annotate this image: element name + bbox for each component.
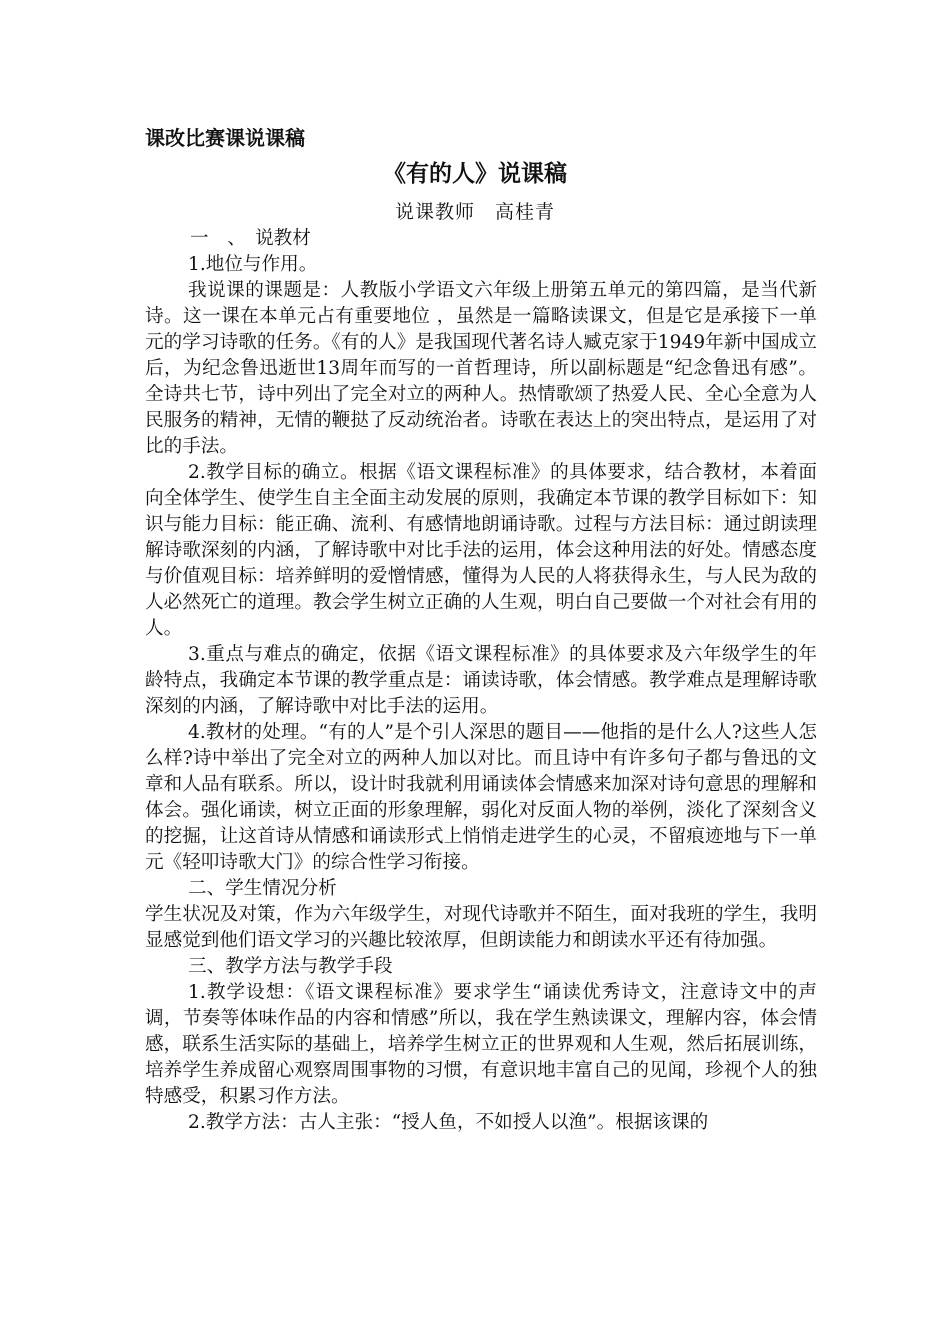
paragraph: 3.重点与难点的确定，依据《语文课程标准》的具体要求及六年级学生的年龄特点，我确定本节课的教学重点是：诵读诗歌，体会情感。教学难点是理解诗歌深刻的内涵，了解诗歌中对比手法的运用。 — [145, 644, 817, 717]
paragraph: 2.教学目标的确立。根据《语文课程标准》的具体要求，结合教材，本着面向全体学生、使学生自主全面主动发展的原则，我确定本节课的教学目标如下：知识与能力目标：能正确、流利、有感情地朗诵诗歌。过程与方法目标：通过朗读理解诗歌深刻的内涵，了解诗歌中对比手法的运用，体会这种用法的好处。情感态度与价值观目标：培养鲜明的爱憎情感，懂得为人民的人将获得永生，与人民为敌的人必然死亡的道理。教会学生树立正确的人生观，明白自己要做一个对社会有用的人。 — [145, 462, 817, 639]
section-heading-3: 三、教学方法与教学手段 — [188, 956, 393, 977]
paragraph: 我说课的课题是：人教版小学语文六年级上册第五单元的第四篇，是当代新诗。这一课在本单元占有重要地位 ，虽然是一篇略读课文，但是它是承接下一单元的学习诗歌的任务。《有的人》是我国现代著名诗人臧克家于1949年新中国成立后，为纪念鲁迅逝世13周年而写的一首哲理诗，所以副标题是“纪念鲁迅有感”。全诗共七节，诗中列出了完全对立的两种人。热情歌颂了热爱人民、全心全意为人民服务的精神，无情的鞭挞了反动统治者。诗歌在表达上的突出特点，是运用了对比的手法。 — [145, 280, 817, 457]
paragraph: 4.教材的处理。“有的人”是个引人深思的题目——他指的是什么人?这些人怎么样?诗中举出了完全对立的两种人加以对比。而且诗中有许多句子都与鲁迅的文章和人品有联系。所以，设计时我就利用诵读体会情感来加深对诗句意思的理解和体会。强化诵读，树立正面的形象理解，弱化对反面人物的举例，淡化了深刻含义的挖掘，让这首诗从情感和诵读形式上悄悄走进学生的心灵，不留痕迹地与下一单元《轻叩诗歌大门》的综合性学习衔接。 — [145, 722, 817, 873]
document-body — [145, 226, 817, 1136]
author-line: 说课教师 高桂青 — [394, 201, 555, 223]
paragraph: 1.教学设想：《语文课程标准》要求学生“诵读优秀诗文，注意诗文中的声调，节奏等体味作品的内容和情感”所以，我在学生熟读课文，理解内容，体会情感，联系生活实际的基础上，培养学生树立正的世界观和人生观，然后拓展训练，培养学生养成留心观察周围事物的习惯，有意识地丰富自己的见闻，珍视个人的独特感受，积累习作方法。 — [145, 982, 817, 1107]
page-title: 《有的人》说课稿 — [383, 161, 567, 187]
section-heading-1: 一 、 说教材 — [190, 228, 311, 249]
paragraph: 学生状况及对策，作为六年级学生，对现代诗歌并不陌生，面对我班的学生，我明显感觉到他们语文学习的兴趣比较浓厚，但朗读能力和朗读水平还有待加强。 — [145, 904, 817, 951]
section-heading-2: 二、学生情况分析 — [188, 878, 337, 899]
paragraph: 2.教学方法：古人主张：“授人鱼，不如授人以渔”。根据该课的 — [188, 1112, 709, 1133]
paragraph-label-1: 1.地位与作用。 — [188, 254, 318, 275]
document-heading: 课改比赛课说课稿 — [145, 126, 305, 150]
